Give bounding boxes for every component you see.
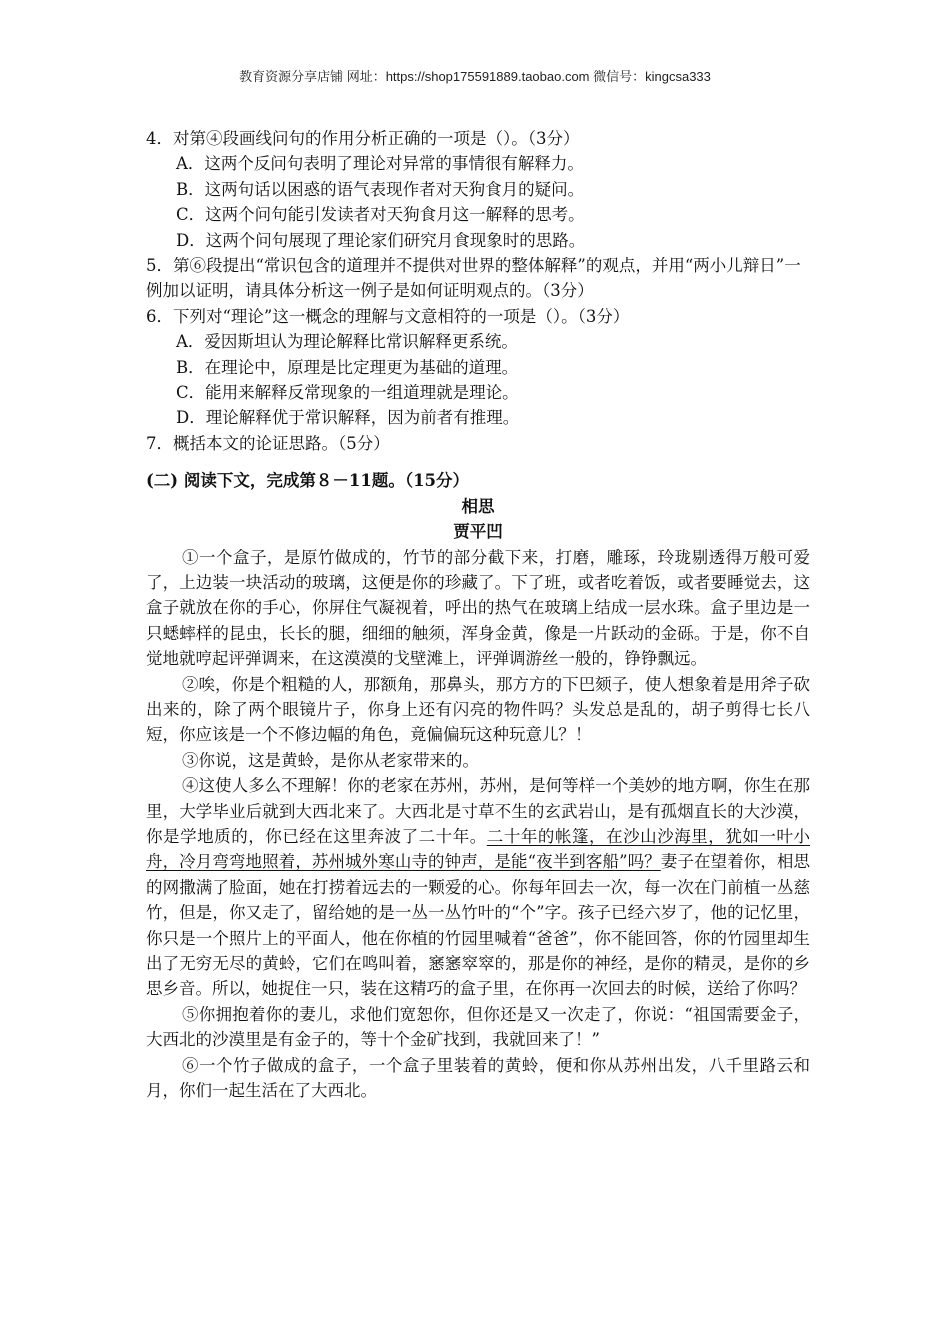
page-header: 教育资源分享店铺 网址：https://shop175591889.taobao.com 微信号：kingcsa333 [239,69,711,84]
paragraph-1: ①一个盒子，是原竹做成的，竹节的部分截下来，打磨，雕琢，玲珑剔透得万般可爱了，上边装一块活动的玻璃，这便是你的珍藏了。下了班，或者吃着饭，或者要睡觉去，这盒子就放在你的手心，你屏住气凝视着，呼出的热气在玻璃上结成一层水珠。盒子里边是一只蟋蟀样的昆虫，长长的腿，细细的触须，浑身金黄，像是一片跃动的金砾。于是，你不自觉地就哼起评弹调来，在这漠漠的戈壁滩上，评弹调游丝一般的，铮铮飘远。 [146,547,810,669]
question-6-option-b: B．在理论中，原理是比定理更为基础的道理。 [176,357,519,377]
article-title: 相思 [461,496,495,516]
section-2-heading: (二) 阅读下文，完成第８－11题。（15分） [146,471,470,491]
paragraph-4-part-1: ④这使人多么不理解！你的老家在苏州，苏州，是何等样一个美妙的地方啊，你生在那里，大学毕业后就到大西北来了。大西北是寸草不生的玄武岩山，是有孤烟直长的大沙漠，你是学地质的，你已经在这里奔波了二十年。 [146,776,810,846]
question-6-option-a: A．爱因斯坦认为理论解释比常识解释更系统。 [176,332,518,352]
question-4-option-b: B．这两句话以困惑的语气表现作者对天狗食月的疑问。 [176,179,585,199]
question-4-stem: 4．对第④段画线问句的作用分析正确的一项是（）。（3分） [146,129,580,148]
paragraph-4 [146,773,810,1002]
question-7-stem: 7．概括本文的论证思路。（5分） [146,433,390,453]
paragraph-5: ⑤你拥抱着你的妻儿，求他们宽恕你，但你还是又一次走了，你说：“祖国需要金子，大西北的沙漠里是有金子的，等十个金矿找到，我就回来了！” [146,1004,810,1050]
paragraph-3: ③你说，这是黄蛉，是你从老家带来的。 [182,750,479,770]
paragraph-4-part-2: 妻子在望着你，相思的网撒满了脸面，她在打捞着远去的一颗爱的心。你每年回去一次，每一次在门前植一丛慈竹，但是，你又走了，留给她的是一丛一丛竹叶的“个”字。孩子已经六岁了，他的记忆里，你只是一个照片上的平面人，他在你植的竹园里喊着“爸爸”，你不能回答，你的竹园里却生出了无穷无尽的黄蛉，它们在鸣叫着，窸窸窣窣的，那是你的神经，是你的精灵，是你的乡思乡音。所以，她捉住一只，装在这精巧的盒子里，在你再一次回去的时候，送给了你吗？ [146,852,811,999]
question-6-stem: 6．下列对“理论”这一概念的理解与文意相符的一项是（）。（3分） [146,306,630,326]
paragraph-4-underlined-question: 二十年的帐篷，在沙山沙海里，犹如一叶小舟，冷月弯弯地照着，苏州城外寒山寺的钟声，是能“夜半到客船”吗？ [146,826,811,872]
question-4-option-c: C．这两个问句能引发读者对天狗食月这一解释的思考。 [176,205,585,225]
document-body [146,126,810,1103]
question-6-option-d: D．理论解释优于常识解释，因为前者有推理。 [176,408,520,428]
question-5-stem: 5．第⑥段提出“常识包含的道理并不提供对世界的整体解释”的观点，并用“两小儿辩日”一例加以证明，请具体分析这一例子是如何证明观点的。（3分） [146,256,801,301]
question-6-option-c: C．能用来解释反常现象的一组道理就是理论。 [176,383,519,403]
question-4-option-d: D．这两个问句展现了理论家们研究月食现象时的思路。 [176,230,586,250]
paragraph-6: ⑥一个竹子做成的盒子，一个盒子里装着的黄蛉，便和你从苏州出发，八千里路云和月，你们一起生活在了大西北。 [146,1055,810,1101]
paragraph-2: ②唉，你是个粗糙的人，那额角，那鼻头，那方方的下巴颏子，使人想象着是用斧子砍出来的，除了两个眼镜片子，你身上还有闪亮的物件吗？头发总是乱的，胡子剪得七长八短，你应该是一个不修边幅的角色，竟偏偏玩这种玩意儿？！ [146,674,810,745]
question-4-option-a: A．这两个反问句表明了理论对异常的事情很有解释力。 [176,154,584,174]
article-author: 贾平凹 [453,522,503,542]
